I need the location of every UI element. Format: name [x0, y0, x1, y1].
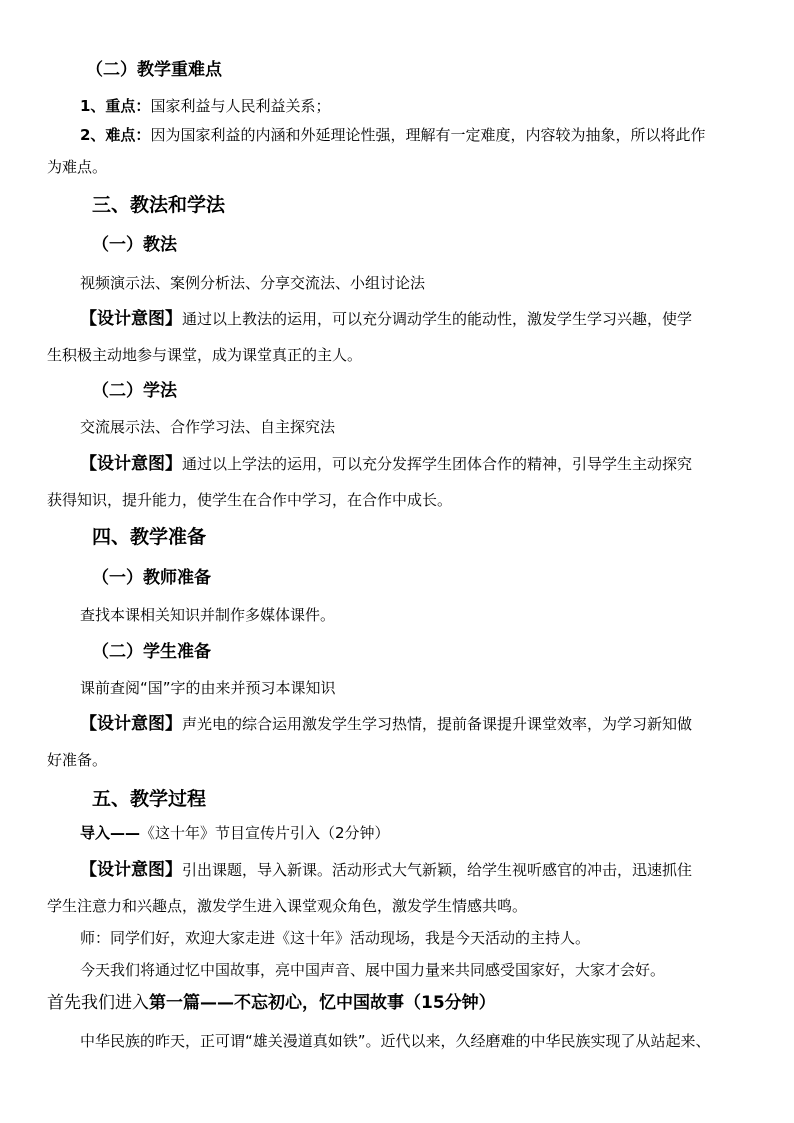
- difficulty-line-1: [80, 125, 705, 145]
- key-text: 国家利益与人民利益关系；: [150, 97, 331, 115]
- teacher-prep-heading: （一）教师准备: [92, 568, 211, 588]
- teaching-method-heading: （一）教法: [92, 235, 177, 255]
- process-intent-label: 【设计意图】: [80, 860, 182, 880]
- prep-intent-label: 【设计意图】: [80, 714, 182, 734]
- teaching-method-list: 视频演示法、案例分析法、分享交流法、小组讨论法: [80, 274, 426, 292]
- key-label: 1、重点：: [80, 97, 151, 115]
- preparation-heading: 四、教学准备: [92, 526, 207, 548]
- student-prep-text: 课前查阅“国”字的由来并预习本课知识: [80, 679, 336, 697]
- teaching-intent-line-1: [80, 309, 692, 329]
- key-points-heading: （二）教学重难点: [86, 60, 222, 80]
- intro-label: 导入——: [80, 824, 141, 842]
- teacher-prep-text: 查找本课相关知识并制作多媒体课件。: [80, 606, 336, 624]
- difficulty-text-1: 因为国家利益的内涵和外延理论性强，理解有一定难度，内容较为抽象，所以将此作: [150, 126, 706, 144]
- teaching-intent-label: 【设计意图】: [80, 309, 182, 329]
- yesterday-line: 中华民族的昨天，正可谓“雄关漫道真如铁”。近代以来，久经磨难的中华民族实现了从站起来、: [80, 1032, 711, 1050]
- intro-line: [80, 823, 390, 843]
- prep-intent-line-1: [80, 714, 692, 734]
- process-intent-line-2: 学生注意力和兴趣点，激发学生进入课堂观众角色，激发学生情感共鸣。: [47, 897, 528, 915]
- today-plan-line: 今天我们将通过忆中国故事，亮中国声音、展中国力量来共同感受国家好，大家才会好。: [80, 961, 666, 979]
- key-point-line: [80, 96, 330, 116]
- first-section-title: 第一篇——不忘初心，忆中国故事（15分钟）: [149, 993, 496, 1013]
- process-intent-text-1: 引出课题，导入新课。活动形式大气新颖，给学生视听感官的冲击，迅速抓住: [182, 861, 693, 879]
- learning-method-list: 交流展示法、合作学习法、自主探究法: [80, 418, 336, 436]
- process-intent-line-1: [80, 860, 692, 880]
- prep-intent-line-2: 好准备。: [47, 751, 108, 769]
- methods-heading: 三、教法和学法: [92, 194, 226, 216]
- intro-text: 《这十年》节目宣传片引入（2分钟）: [140, 824, 390, 842]
- first-section-prefix: 首先我们进入: [47, 993, 149, 1013]
- first-section-line: [47, 993, 496, 1013]
- teacher-greeting-line: 师：同学们好，欢迎大家走进《这十年》活动现场，我是今天活动的主持人。: [80, 929, 591, 947]
- learning-intent-text-1: 通过以上学法的运用，可以充分发挥学生团体合作的精神，引导学生主动探究: [182, 455, 693, 473]
- teaching-intent-line-2: 生积极主动地参与课堂，成为课堂真正的主人。: [47, 346, 363, 364]
- difficulty-line-2: 为难点。: [47, 158, 108, 176]
- process-heading: 五、教学过程: [92, 788, 207, 810]
- learning-intent-line-1: [80, 454, 692, 474]
- teaching-intent-text-1: 通过以上教法的运用，可以充分调动学生的能动性，激发学生学习兴趣，使学: [182, 310, 693, 328]
- student-prep-heading: （二）学生准备: [92, 642, 211, 662]
- difficulty-label: 2、难点：: [80, 126, 151, 144]
- prep-intent-text-1: 声光电的综合运用激发学生学习热情，提前备课提升课堂效率，为学习新知做: [182, 715, 693, 733]
- learning-intent-label: 【设计意图】: [80, 454, 182, 474]
- learning-intent-line-2: 获得知识，提升能力，使学生在合作中学习，在合作中成长。: [47, 491, 453, 509]
- learning-method-heading: （二）学法: [92, 381, 177, 401]
